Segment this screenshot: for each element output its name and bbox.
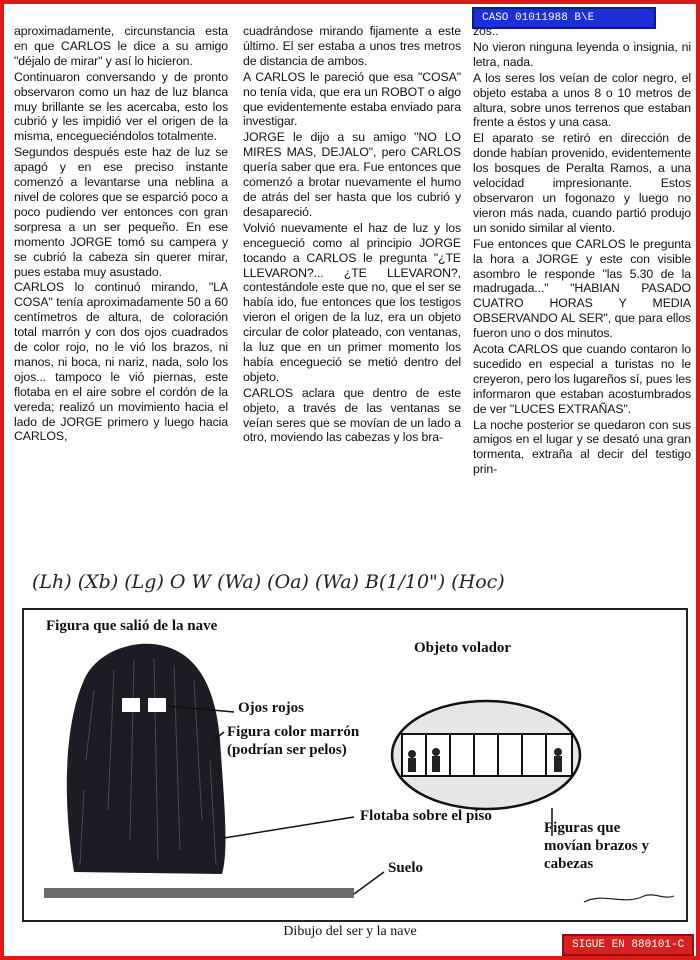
eye-right: [148, 698, 166, 712]
label-float: Flotaba sobre el piso: [360, 808, 492, 824]
flying-object-drawing: [392, 701, 580, 809]
column-3: [473, 24, 691, 478]
label-ground: Suelo: [388, 860, 424, 876]
illustration-figure: [22, 608, 688, 922]
signature: [584, 895, 674, 902]
paragraph: A los seres los veían de color negro, el objeto estaba a unos 8 o 10 metros de altura, sobre unos terrenos que estaban frente a éstos y una casa.: [473, 70, 691, 130]
handwritten-annotation: [30, 556, 505, 604]
paragraph: CARLOS aclara que dentro de este objeto, a través de las ventanas se veían seres que se movían de un lado a otro, moviendo las cabezas y los bra-: [243, 385, 461, 445]
paragraph: Fue entonces que CARLOS le pregunta la hora a JORGE y este con visible asombro le responde "las 5.30 de la madrugada..." "HABIAN PASADO CUATRO HORAS Y MEDIA OBSERVANDO AL SER", que para ellos fueron uno o dos minutos.: [473, 236, 691, 341]
illustration-drawing: [24, 610, 686, 920]
paragraph: Segundos después este haz de luz se apagó y en ese preciso instante comenzó a levantarse una neblina a nivel de colores que se esparció poco a poco pudiendo ver entonces con gran sorpresa a un ser pequeño. En ese momento JORGE tomó su campera y se cubrió la cabeza sin querer mirar, pues estaba muy asustado.: [14, 145, 228, 279]
paragraph: CARLOS lo continuó mirando, "LA COSA" tenía aproximadamente 50 a 60 centímetros de altura, de coloración total marrón y con dos ojos cuadrados de color rojo, no le vió los brazos, ni manos, ni boca, ni nariz, nada, solo los ojos... tampoco le vió piernas, este flotaba en el aire sobre el cordón de la vereda; realizó un movimiento hacia el lado de JORGE primero y luego hacia CARLOS,: [14, 280, 228, 444]
paragraph: JORGE le dijo a su amigo "NO LO MIRES MAS, DEJALO", pero CARLOS quería saber que era. Fue entonces que comenzó a brotar nuevamente el humo de atrás del ser hasta que los cubrió y desapareció.: [243, 130, 461, 219]
creature-drawing: [67, 644, 226, 874]
continuation-stamp: SIGUE EN 880101-C: [562, 934, 694, 956]
paragraph: El aparato se retiró en dirección de donde habían provenido, evidentemente los bosques de Peralta Ramos, a una velocidad impresionante. Estos observaron un fogonazo y luego no vieron más nada, cuando partió produjo un sonido similar al viento.: [473, 131, 691, 235]
label-color: Figura color marrón: [227, 724, 360, 740]
handwritten-text: (Lh) (Xb) (Lg) O W (Wa) (Oa) (Wa) B(1/10") (Hoc): [32, 571, 505, 593]
label-eyes: Ojos rojos: [238, 700, 304, 716]
column-2: [243, 24, 461, 446]
article-columns: [14, 24, 690, 584]
label-figures-2: movían brazos y: [544, 838, 649, 854]
paragraph: zos..: [473, 24, 499, 38]
figure-title-right: Objeto volador: [414, 640, 512, 656]
paragraph: No vieron ninguna leyenda o insignia, ni letra, nada.: [473, 39, 691, 69]
column-1: [14, 24, 228, 445]
figure-title-left: Figura que salió de la nave: [46, 618, 218, 634]
paragraph: Acota CARLOS que cuando contaron lo sucedido en especial a turistas no le creyeron, pero los lugareños sí, pues les informaron que estaban acostumbrados de ver "LUCES EXTRAÑAS".: [473, 342, 691, 416]
label-figures-3: cabezas: [544, 856, 594, 872]
eye-left: [122, 698, 140, 712]
paragraph: A CARLOS le pareció que esa "COSA" no tenía vida, que era un ROBOT o algo que evidentemente estaba enviado para investigar.: [243, 69, 461, 129]
label-color-note: (podrían ser pelos): [227, 742, 347, 758]
paragraph: Volvió nuevamente el haz de luz y los encegueció como al principio JORGE tocando a CARLOS le pregunta "¿TE LLEVARON?... ¿TE LLEVARON?, contestándole este que no, que el ser se había ido, fue entonces que los testigos vieron el origen de la luz, era un objeto circular de color plateado, con ventanas, la luz que en un primer momento los había encegueció se metió dentro del objeto.: [243, 220, 461, 384]
paragraph: cuadrándose mirando fijamente a este último. El ser estaba a unos tres metros de distancia de ambos.: [243, 24, 461, 68]
figure-caption: Dibujo del ser y la nave: [283, 924, 417, 939]
ground-strip: [44, 888, 354, 898]
paragraph: Continuaron conversando y de pronto observaron como un haz de luz blanca muy brillante se les acercaba, esto los cubrió y les impidió ver el origen de la misma, encegueciéndolos totalmente.: [14, 69, 228, 144]
paragraph: aproximadamente, circunstancia esta en que CARLOS le dice a su amigo "déjalo de mirar" y así lo hicieron.: [14, 24, 228, 68]
case-stamp: CASO 01011988 B\E: [472, 7, 656, 29]
label-figures-1: Figuras que: [544, 820, 621, 836]
paragraph: La noche posterior se quedaron con sus amigos en el lugar y se desató una gran tormenta, extraña al decir del testigo prin-: [473, 417, 691, 477]
